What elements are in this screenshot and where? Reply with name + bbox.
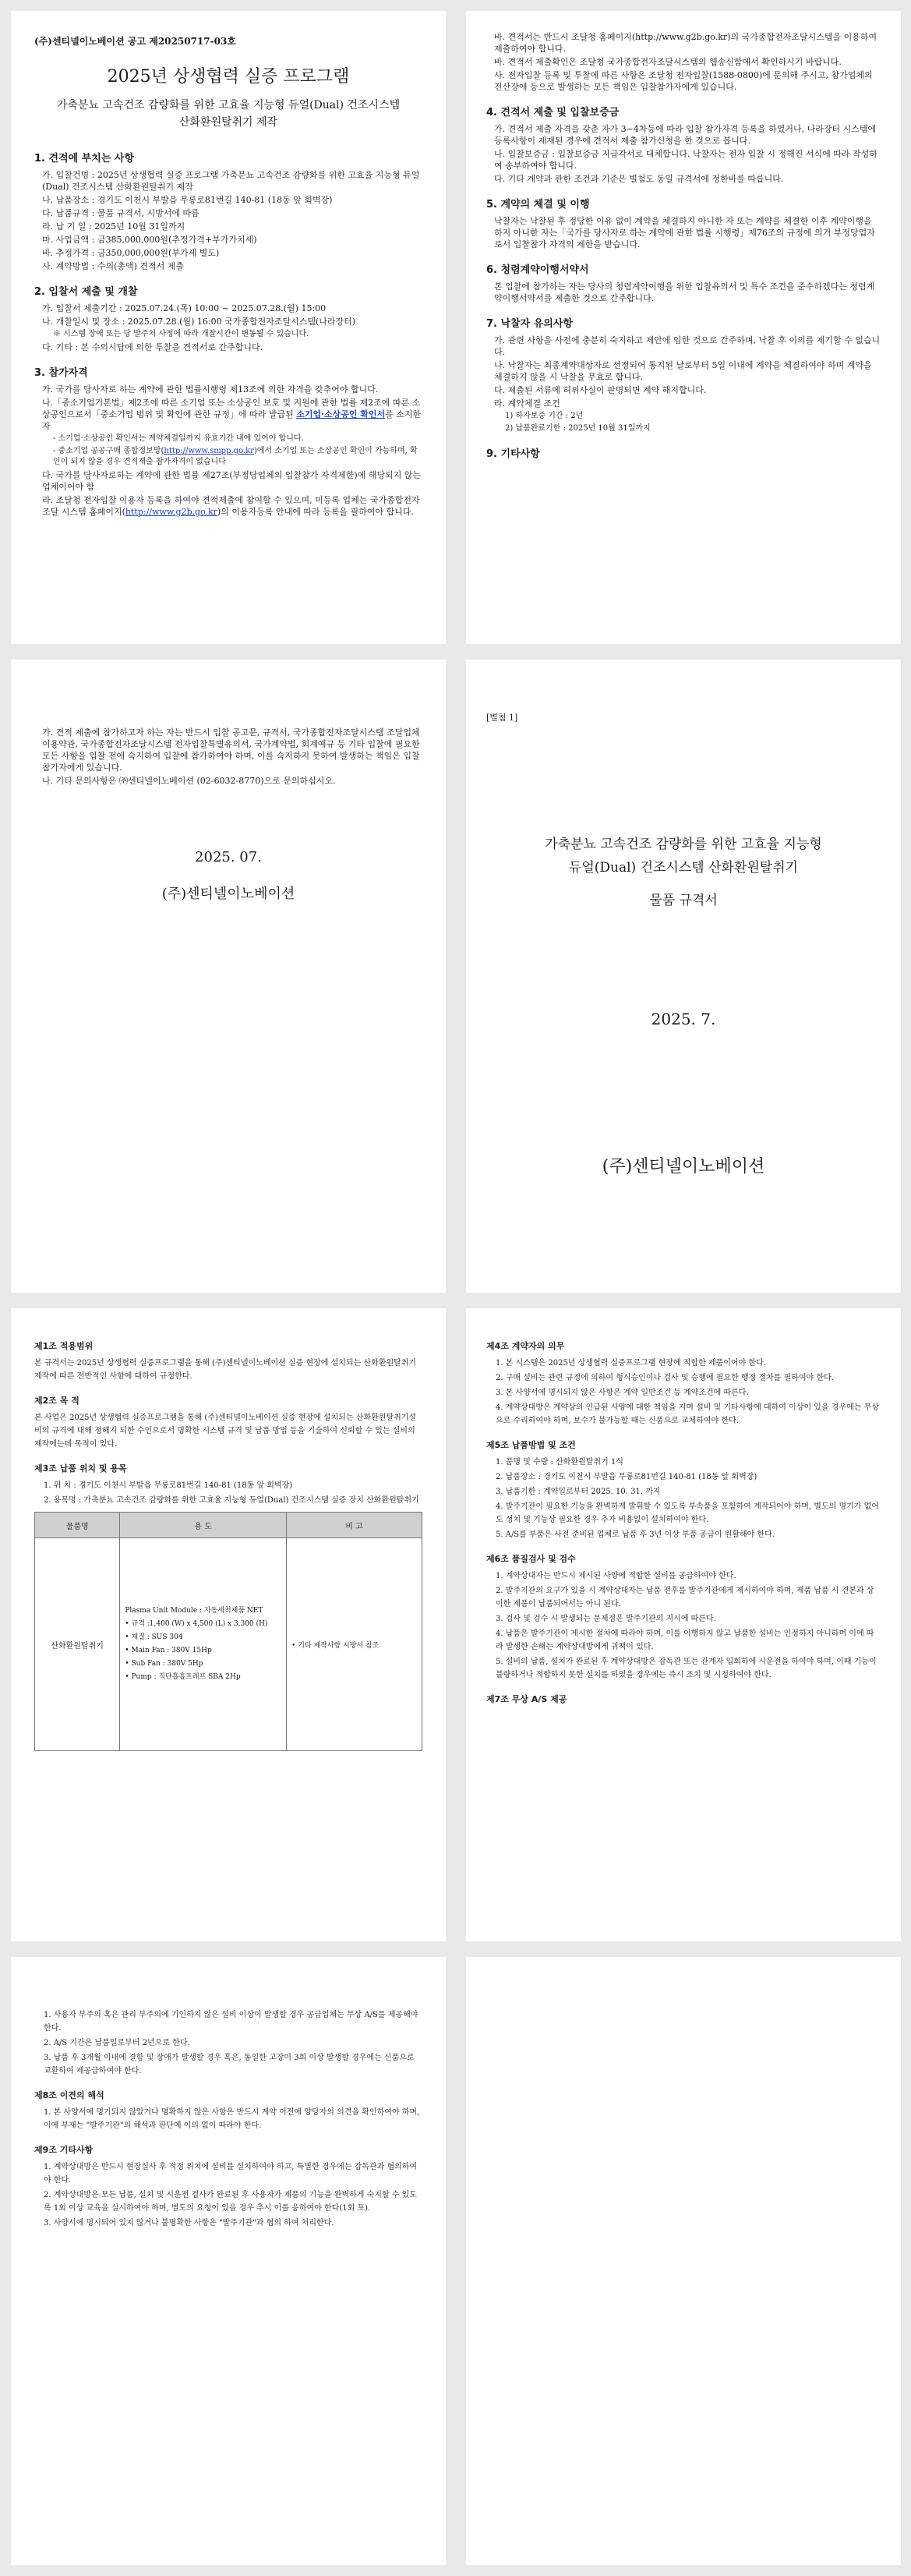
list-note (53, 446, 422, 468)
list-item: 나. 납품장소 : 경기도 이천시 부발읍 무롱로81번길 140-81 (18동 앞 회벽장) (42, 195, 333, 205)
list-item: 가. 관련 사항을 사전에 충분히 숙지하고 제안에 임한 것으로 간주하며, 낙찰 후 이의를 제기할 수 없습니다. (494, 335, 881, 357)
list-item: 라. 납 기 일 : 2025년 10월 31일까지 (42, 221, 185, 232)
list-item: 다. 제출된 서류에 허위사실이 판명되면 계약 해지합니다. (494, 385, 707, 395)
article-heading-5: 제5조 납품방법 및 조건 (486, 1440, 576, 1450)
list-item: 가. 국가를 당사자로 하는 계약에 관한 법률시행령 제13조에 의한 자격을 갖추어야 합니다. (42, 384, 379, 395)
list-item: 가. 입찰건명 : 2025년 상생협력 실증 프로그램 가축분뇨 고속건조 감량화를 위한 고효율 지능형 듀얼(Dual) 건조시스템 산화환원탈취기 제작 (42, 170, 420, 192)
paragraph: 본 사업은 2025년 상생협력 실증프로그램을 통해 (주)센티넬이노베이션 실증 현장에 설치되는 산화환원탈취기설비의 규격에 대해 정해지 되한 수인으로서 명확한 시스템 규격 및 납품 방법 등을 기술하여 신뢰할 수 있는 설비의 제작에는데 목적이 있다. (34, 1414, 417, 1449)
text-span: 나.「중소기업기본법」제2조에 따른 소기업 또는 소상공인 보호 및 지원에 관한 법률 제2조에 따른 소상공인으로서「중소기업 범위 및 확인에 관한 규정」에 따라 발급된 (42, 398, 421, 419)
paragraph: 본 입찰에 참가하는 자는 당사의 청렴계약이행을 위한 입찰유의서 및 특수 조건을 준수하겠다는 청렴계약이행서약서를 제출한 것으로 간주합니다. (494, 281, 875, 303)
list-item: 바. 견적서는 반드시 조달청 홈페이지(http://www.g2b.go.kr)의 국가종합전자조달시스템을 이용하여 제출하여야 합니다. (494, 32, 877, 54)
list-item (42, 494, 422, 518)
spec-line: • Main Fan : 380V 15Hp (125, 1647, 212, 1654)
list-item: 다. 기타 : 본 수의시담에 의한 투찰을 견적서로 간주합니다. (42, 342, 263, 352)
spec-page-3 (11, 1957, 446, 2565)
table-header-row (35, 1513, 422, 1538)
smpp-link[interactable]: http://www.smpp.go.kr (164, 447, 254, 455)
spec-title (486, 833, 881, 879)
list-item: 2. A/S 기간은 납품일로부터 2년으로 한다. (44, 2039, 190, 2047)
article-heading-8: 제8조 이견의 해석 (34, 2090, 104, 2100)
subtitle-line-1: 가축분뇨 고속건조 감량화를 위한 고효율 지능형 듀얼(Dual) 건조시스템 (56, 99, 401, 111)
list-item: 1. 본 사양서에 명기되지 않았거나 명확하지 않은 사항은 반드시 계약 이전에 양당자의 의견을 확인하여야 하며, 이에 부재는 "발주기관"의 해석과 판단에 이의 없이 따라야 한다. (44, 2108, 420, 2130)
spec-line: • 재질 : SUS 304 (125, 1633, 183, 1641)
text-span: )에서 소기업 또는 소상공인 확인이 가능하며, 확인이 되지 않을 경우 견적제출 참가자격이 없습니다 (53, 447, 418, 466)
list-item: 사. 계약방법 : 수의(총액) 견적서 제출 (42, 261, 185, 271)
list-note: 2) 납품완료기한 : 2025년 10월 31일까지 (505, 424, 651, 433)
list-item: 바. 견적서 제출확인은 조달청 국가종합전자조달시스템의 웹송신함에서 확인하시기 바랍니다. (494, 57, 842, 67)
list-item: 2. 납품장소 : 경기도 이천시 부발읍 무롱로81번길 140-81 (18동 앞 회벽장) (496, 1473, 757, 1481)
article-heading-3: 제3조 납품 위치 및 용목 (34, 1463, 127, 1474)
text-span: 를 소지한 자 (42, 409, 422, 431)
subtitle-line-2: 산화환원탈취기 제작 (178, 116, 278, 129)
list-item: 가. 견적서 제출 자격을 갖춘 자가 3~4차등에 따라 입찰 참가자격 등록을 하였거나, 나라장터 시스템에 등록사항이 제재된 경우에 견적서 제출 참가신청을 한 것으로 봅니다. (494, 124, 877, 146)
list-item: 나. 입찰보증금 : 입찰보증금 지급각서로 대체합니다. 낙찰자는 전자 입찰 시 정해진 서식에 따라 작성하여 송부하여야 합니다. (494, 149, 877, 171)
list-item: 2. 계약상대방은 모든 납품, 설치 및 시운전 검사가 완료된 후 사용자가 제품의 기능을 완벽하게 숙지할 수 있도록 1회 이상 교육을 실시하여야 하며, 별도의 요청이 있을 경우 추시 이를 응하여야 한다(1회 포). (44, 2191, 417, 2213)
spec-page-2 (466, 1308, 901, 1941)
list-item: 다. 기타 계약과 관한 조건과 기준은 별첨도 동일 규격서에 정한바를 따릅니다. (494, 174, 784, 184)
article-heading-4: 제4조 계약자의 의무 (486, 1341, 565, 1351)
list-item: 2. 구매 설비는 관련 규정에 의하여 형식승인이나 검사 및 승행에 필요한 행정 절차를 필하여야 한다. (496, 1374, 834, 1382)
spec-line: Plasma Unit Module : 자동세척제품 NET (125, 1607, 263, 1615)
list-item: 5. A/S를 부품은 사전 준비된 업체로 납품 후 3년 이상 부품 공급이 원활해야 한다. (496, 1530, 775, 1539)
list-item: 나. 낙찰자는 최종계약대상자로 선정되어 통지된 날로부터 5일 이내에 계약을 체결하여야 하며 계약을 체결하지 않을 시 낙찰을 무효로 합니다. (494, 360, 872, 382)
list-item: 1. 계약상대방은 반드시 현장실사 후 적정 위치에 설비를 설치하여야 하고, 특별한 경우에는 감독관과 협의하여야 한다. (44, 2163, 418, 2185)
list-item: 1. 품명 및 수량 : 산화환원탈취기 1식 (496, 1458, 623, 1467)
section-heading-3: 3. 참가자격 (34, 367, 88, 379)
list-item: 나. 개찰일시 및 장소 : 2025.07.28.(월) 16:00 국가종합전자조달시스템(나라장터) (42, 317, 356, 327)
article-heading-1: 제1조 적용범위 (34, 1341, 94, 1351)
list-note: ※ 시스템 장애 또는 당 발주처 사정에 따라 개찰시간이 변동될 수 있습니다. (53, 330, 309, 338)
spec-line: • 규격 :1,400 (W) x 4,500 (L) x 3,300 (H) (125, 1620, 268, 1628)
notice-page-1 (11, 11, 446, 644)
list-item: 바. 추정가격 : 금350,000,000원(부가세 별도) (42, 248, 220, 258)
notice-page-3 (11, 660, 446, 1293)
list-item: 마. 사업금액 : 금385,000,000원(추정가격+부가가치세) (42, 235, 257, 245)
spec-line: • Pump : 직단흡흡프레프 SBA 2Hp (125, 1673, 241, 1681)
notice-date: 2025. 07. (195, 849, 262, 865)
certificate-link[interactable]: 소기업·소상공인 확인서 (296, 409, 386, 419)
attachment-label: [별첨 1] (486, 713, 518, 723)
section-heading-1: 1. 견적에 부치는 사항 (34, 153, 135, 165)
spec-subtitle: 물품 규격서 (649, 893, 718, 908)
list-item: 다. 납품규격 : 물품 규격서, 시방서에 따름 (42, 208, 200, 218)
list-item: 5. 설비의 납품, 설치가 완료된 후 계약상대방은 감독관 또는 관계자 입회하에 시운전을 하여야 하며, 이때 기능이 불량하거나 적합하지 못한 설치를 하였을 경우에는 즉시 조치 및 시정하여야 한다. (496, 1658, 877, 1679)
table-header: 비 고 (287, 1513, 422, 1538)
section-heading-9: 9. 기타사항 (486, 448, 540, 460)
list-item: 2. 용목명 : 가축분뇨 고속건조 감량화를 위한 고효율 지능형 듀얼(Dual) 건조시스템 실증 장치 산화환원탈취기 (44, 1496, 419, 1505)
spec-org: (주)센티넬이노베이션 (602, 1157, 765, 1177)
list-item: 4. 발주기관이 필요한 기능을 완벽하게 발휘할 수 있도록 부속품을 포함하여 계작되어야 하며, 별도의 명기가 없어도 성치 및 기능상 필요한 경우 추가 비용없이 설치하여야 한다. (496, 1502, 879, 1524)
list-item: 3. 납품 후 3개월 이내에 결함 및 장애가 발생할 경우 혹은, 동일한 고장이 3회 이상 발생할 경우에는 신품으로 교환하여 제공급하여야 한다. (44, 2054, 415, 2075)
text-span: 라. 조달청 전자입찰 이용자 등록을 하여야 견적제출에 참여할 수 있으며, 미등록 업체는 국가종합전자조달 시스템 홈페이지( (42, 495, 420, 517)
list-item: 가. 입찰서 제출기간 : 2025.07.24.(목) 10:00 ~ 2025.07.28.(월) 15:00 (42, 303, 327, 313)
list-item: 3. 검사 및 검수 시 발생되는 문제점은 발주기관의 지시에 따른다. (496, 1615, 716, 1623)
spec-cover-page (466, 660, 901, 1293)
list-item: 1. 위 치 : 경기도 이천시 부발읍 무롱로81번길 140-81 (18동 앞 회벽장) (44, 1481, 293, 1490)
list-note: - 소기업·소상공인 확인서는 계약체결일까지 유효기간 내에 있어야 합니다. (53, 434, 304, 443)
table-cell-spec (120, 1538, 287, 1751)
list-note: 1) 하자보증 기간 : 2년 (505, 412, 584, 420)
notice-number: (주)센티넬이노베이션 공고 제20250717-03호 (34, 36, 236, 47)
table-cell-note: • 기타 제작사항 시방서 참조 (287, 1538, 422, 1751)
table-header: 용 도 (120, 1513, 287, 1538)
table-cell-name: 산화환원탈취기 (35, 1538, 120, 1751)
list-item: 사. 전자입찰 등록 및 투찰에 따른 사항은 조달청 전자입찰(1588-0800)에 문의해 주시고, 참가업체의 전산장애 등으로 발생하는 모든 책임은 입찰참가자에게 있습니다. (494, 70, 873, 92)
list-item: 다. 국가를 당사자로하는 계약에 관한 법률 제27조(부정당업체의 입찰참가 자격제한)에 해당되지 않는 업체이어야 함 (42, 470, 422, 492)
page-subtitle (34, 97, 422, 131)
list-item: 3. 본 사양서에 명시되지 않은 사항은 계약 일반조건 등 계약조건에 따른다. (496, 1389, 749, 1397)
article-heading-6: 제6조 품질검사 및 검수 (486, 1554, 576, 1564)
list-item: 1. 사용자 부주의 혹은 관리 부주의에 기인하지 않은 설비 이상이 발생할 경우 공급업체는 무상 A/S를 제공해야 한다. (44, 2011, 418, 2033)
list-item (42, 397, 422, 432)
spec-title-line-2: 듀얼(Dual) 건조시스템 산화환원탈취기 (568, 860, 799, 876)
spec-line: • Sub Fan : 380V 5Hp (125, 1660, 203, 1668)
text-span: )의 이용자등록 안내에 따라 등록을 필하여야 합니다. (217, 507, 414, 517)
spec-page-1 (11, 1308, 446, 1941)
table-header: 물품명 (35, 1513, 120, 1538)
section-heading-2: 2. 입찰서 제출 및 개찰 (34, 286, 138, 298)
spec-table (34, 1512, 422, 1751)
paragraph: 본 규격서는 2025년 상생협력 실증프로그램을 통해 (주)센티넬이노베이션 실증 현장에 설치되는 산화환원탈취기 제작에 따른 전반적인 사항에 대하여 규정한다. (34, 1359, 417, 1381)
list-item: 4. 납품은 발주기관이 제시한 절차에 따라야 하며, 이를 이행하지 않고 납품한 설비는 인정하지 아니하며 이에 따라 발생한 손해는 계약상대방에게 귀책이 있다. (496, 1629, 874, 1651)
list-item: 나. 기타 문의사항은 ㈜센티넬이노베이션 (02-6032-8770)으로 문의하십시오. (42, 776, 336, 786)
list-item: 3. 납품기한 : 계약일로부터 2025. 10. 31. 까지 (496, 1488, 661, 1496)
list-item: 라. 계약체결 조건 (494, 398, 560, 409)
list-item: 4. 계약상대방은 계약상의 인급된 사양에 대한 책임을 지며 설비 및 기타사항에 대하여 이상이 있을 경우에는 무상으로 수리하여야 하며, 보수가 불가능할 때는 신품으로 교체하여야 한다. (496, 1403, 879, 1425)
section-heading-5: 5. 계약의 체결 및 이행 (486, 199, 590, 211)
text-span: - 중소기업 공공구매 종합정보망( (53, 447, 164, 455)
section-heading-4: 4. 견적서 제출 및 입찰보증금 (486, 107, 620, 119)
spec-title-line-1: 가축분뇨 고속건조 감량화를 위한 고효율 지능형 (545, 837, 822, 852)
section-heading-7: 7. 낙찰자 유의사항 (486, 318, 573, 330)
section-heading-6: 6. 청렴계약이행서약서 (486, 264, 589, 276)
list-item: 1. 본 시스템은 2025년 상생협력 실증프로그램 현장에 적합한 제품이어야 한다. (496, 1359, 766, 1368)
paragraph: 낙찰자는 낙찰된 후 정당한 이유 없이 계약을 체결하지 아니한 자 또는 계약을 체결한 이후 계약이행을 하지 아니한 자는「국가를 당사자로 하는 계약에 관한 법률 시행령」제76조의 규정에 의거 부정당업자로서 입찰참가 자격의 제한을 받습니다. (494, 216, 875, 249)
page-title: 2025년 상생협력 실증 프로그램 (107, 67, 350, 87)
list-item: 2. 발주기관의 요구가 있을 시 계약상대자는 납품 전후를 발주기관에게 제시하여야 하며, 제품 납품 시 견본과 상이한 제품이 납품되어서는 아니 된다. (496, 1587, 874, 1608)
list-item: 1. 계약상대자는 반드시 제시된 사양에 적합한 설비를 공급하여야 한다. (496, 1572, 736, 1580)
list-item: 가. 견적 제출에 참가하고자 하는 자는 반드시 입찰 공고문, 규격서, 국가종합전자조달시스템 조달업체 이용약관, 국가종합전자조달시스템 전자입찰특별유의서, 국가계약법, 회계예규 등 기타 입찰에 필요한 모든 사항을 입찰 전에 숙지하여 입찰에 참가하여야 하며, 이를 숙지하지 못하여 발생하는 책임은 입찰참가자에게 있습니다. (42, 727, 420, 773)
article-heading-9: 제9조 기타사항 (34, 2145, 94, 2155)
article-heading-2: 제2조 목 적 (34, 1396, 79, 1406)
blank-page (466, 1957, 901, 2565)
notice-org: (주)센티넬이노베이션 (161, 886, 295, 902)
g2b-link[interactable]: http://www.g2b.go.kr (125, 507, 217, 517)
list-item: 3. 사양서에 명시되어 있지 않거나 불명확한 사항은 "발주기관"과 협의 하여 처리한다. (44, 2219, 334, 2227)
table-row (35, 1538, 422, 1751)
notice-page-2 (466, 11, 901, 644)
article-heading-7: 제7조 무상 A/S 제공 (486, 1694, 567, 1704)
spec-date: 2025. 7. (651, 1010, 716, 1028)
